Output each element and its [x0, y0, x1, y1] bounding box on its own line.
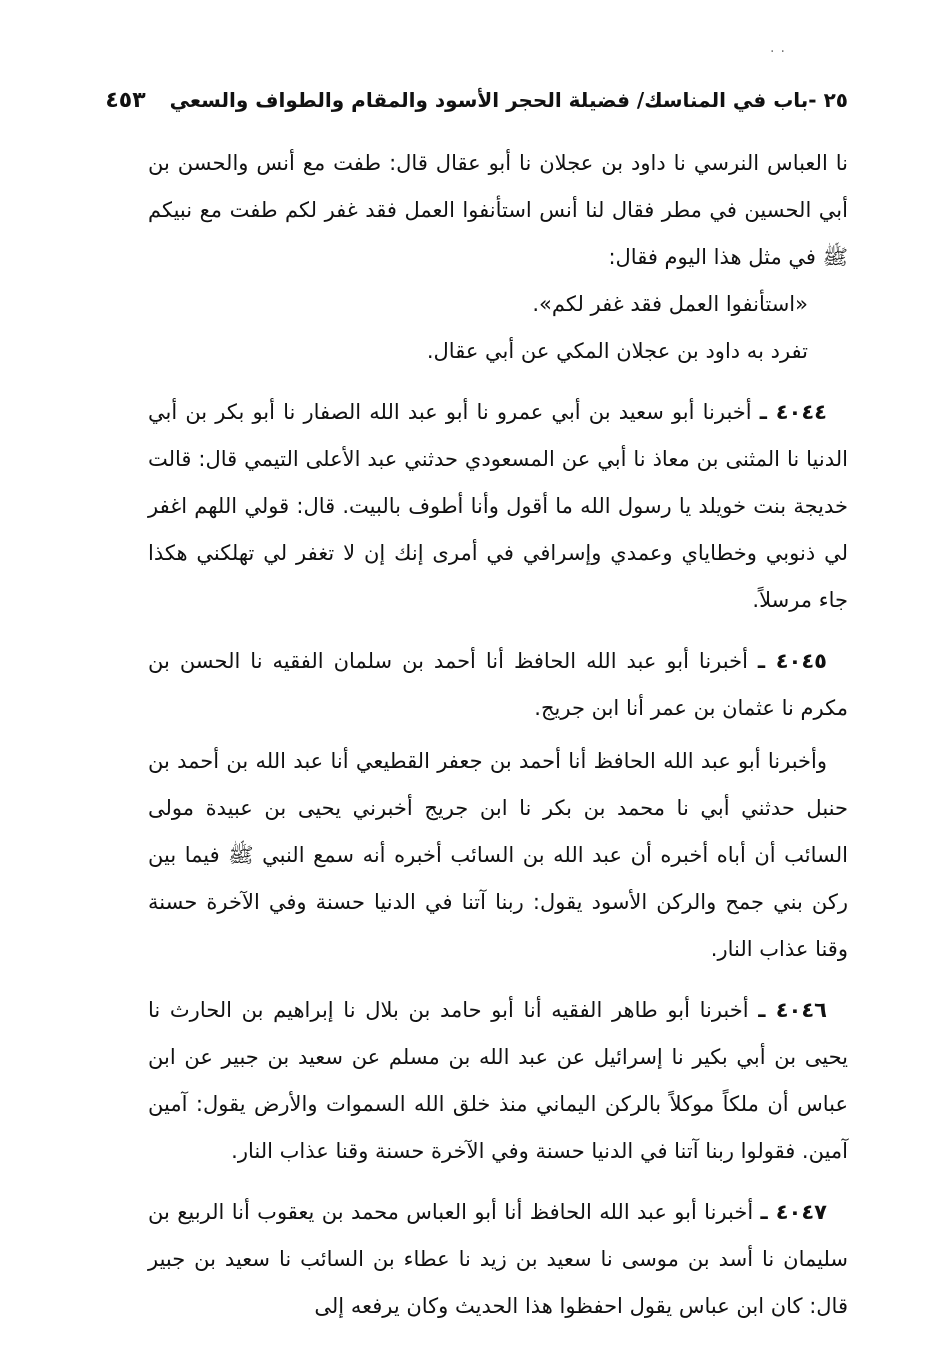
- paragraph-text: «استأنفوا العمل فقد غفر لكم».: [532, 292, 808, 316]
- page-body: [148, 140, 848, 1330]
- hadith-number: ٤٠٤٦ ـ: [758, 998, 827, 1022]
- hadith-4046: [148, 987, 848, 1175]
- chapter-title: ٢٥ -باب في المناسك/ فضيلة الحجر الأسود والمقام والطواف والسعي: [169, 88, 848, 112]
- scan-speck: ··: [770, 44, 791, 60]
- hadith-4047: [148, 1189, 848, 1330]
- paragraph-text: أخبرنا أبو عبد الله الحافظ أنا أحمد بن سلمان الفقيه نا الحسن بن مكرم نا عثمان بن عمر أنا ابن جريج.: [148, 649, 848, 720]
- commentary-note: [148, 328, 848, 375]
- hadith-number: ٤٠٤٤ ـ: [759, 400, 827, 424]
- paragraph-text: تفرد به داود بن عجلان المكي عن أبي عقال.: [426, 339, 808, 363]
- paragraph-text: أخبرنا أبو سعيد بن أبي عمرو نا أبو عبد الله الصفار نا أبو بكر بن أبي الدنيا نا المثنى بن معاذ نا أبي عن المسعودي حدثني عبد الأعلى التيمي قال: قالت خديجة بنت خويلد يا رسول الله ما أقول وأنا أطوف بالبيت. قال: قولي اللهم اغفر لي ذنوبي وخطاياي وعمدي وإسرافي في أمرى إنك إن لا تغفر لي تهلكني هكذا جاء مرسلاً.: [148, 400, 848, 612]
- page-number: ٤٥٣: [105, 87, 146, 113]
- hadith-4045-chain: [148, 738, 848, 973]
- paragraph-continuation: [148, 140, 848, 281]
- hadith-number: ٤٠٤٧ ـ: [760, 1200, 827, 1224]
- paragraph-text: أخبرنا أبو طاهر الفقيه أنا أبو حامد بن بلال نا إبراهيم بن الحارث نا يحيى بن أبي بكير نا إسرائيل عن عبد الله بن مسلم عن سعيد بن جبير عن ابن عباس أن ملكاً موكلاً بالركن اليماني منذ خلق الله السموات والأرض يقول: آمين آمين. فقولوا ربنا آتنا في الدنيا حسنة وفي الآخرة حسنة وقنا عذاب النار.: [148, 998, 848, 1163]
- running-header: [105, 84, 848, 116]
- hadith-4044: [148, 389, 848, 624]
- paragraph-text: وأخبرنا أبو عبد الله الحافظ أنا أحمد بن جعفر القطيعي أنا عبد الله بن أحمد بن حنبل حدثني أبي نا محمد بن بكر نا ابن جريج أخبرني يحيى بن عبيدة مولى السائب أن أباه أخبره أن عبد الله بن السائب أخبره أنه سمع النبي ﷺ فيما بين ركن بني جمح والركن الأسود يقول: ربنا آتنا في الدنيا حسنة وفي الآخرة حسنة وقنا عذاب النار.: [148, 749, 848, 961]
- hadith-4045: [148, 638, 848, 732]
- hadith-quote: [148, 281, 848, 328]
- paragraph-text: أخبرنا أبو عبد الله الحافظ أنا أبو العباس محمد بن يعقوب أنا الربيع بن سليمان نا أسد بن موسى نا سعيد بن زيد نا عطاء بن السائب نا سعيد بن جبير قال: كان ابن عباس يقول احفظوا هذا الحديث وكان يرفعه إلى: [148, 1200, 848, 1318]
- hadith-number: ٤٠٤٥ ـ: [757, 649, 827, 673]
- paragraph-text: نا العباس النرسي نا داود بن عجلان نا أبو عقال قال: طفت مع أنس والحسن بن أبي الحسين في مطر فقال لنا أنس استأنفوا العمل فقد غفر لكم طفت مع نبيكم ﷺ في مثل هذا اليوم فقال:: [148, 151, 848, 269]
